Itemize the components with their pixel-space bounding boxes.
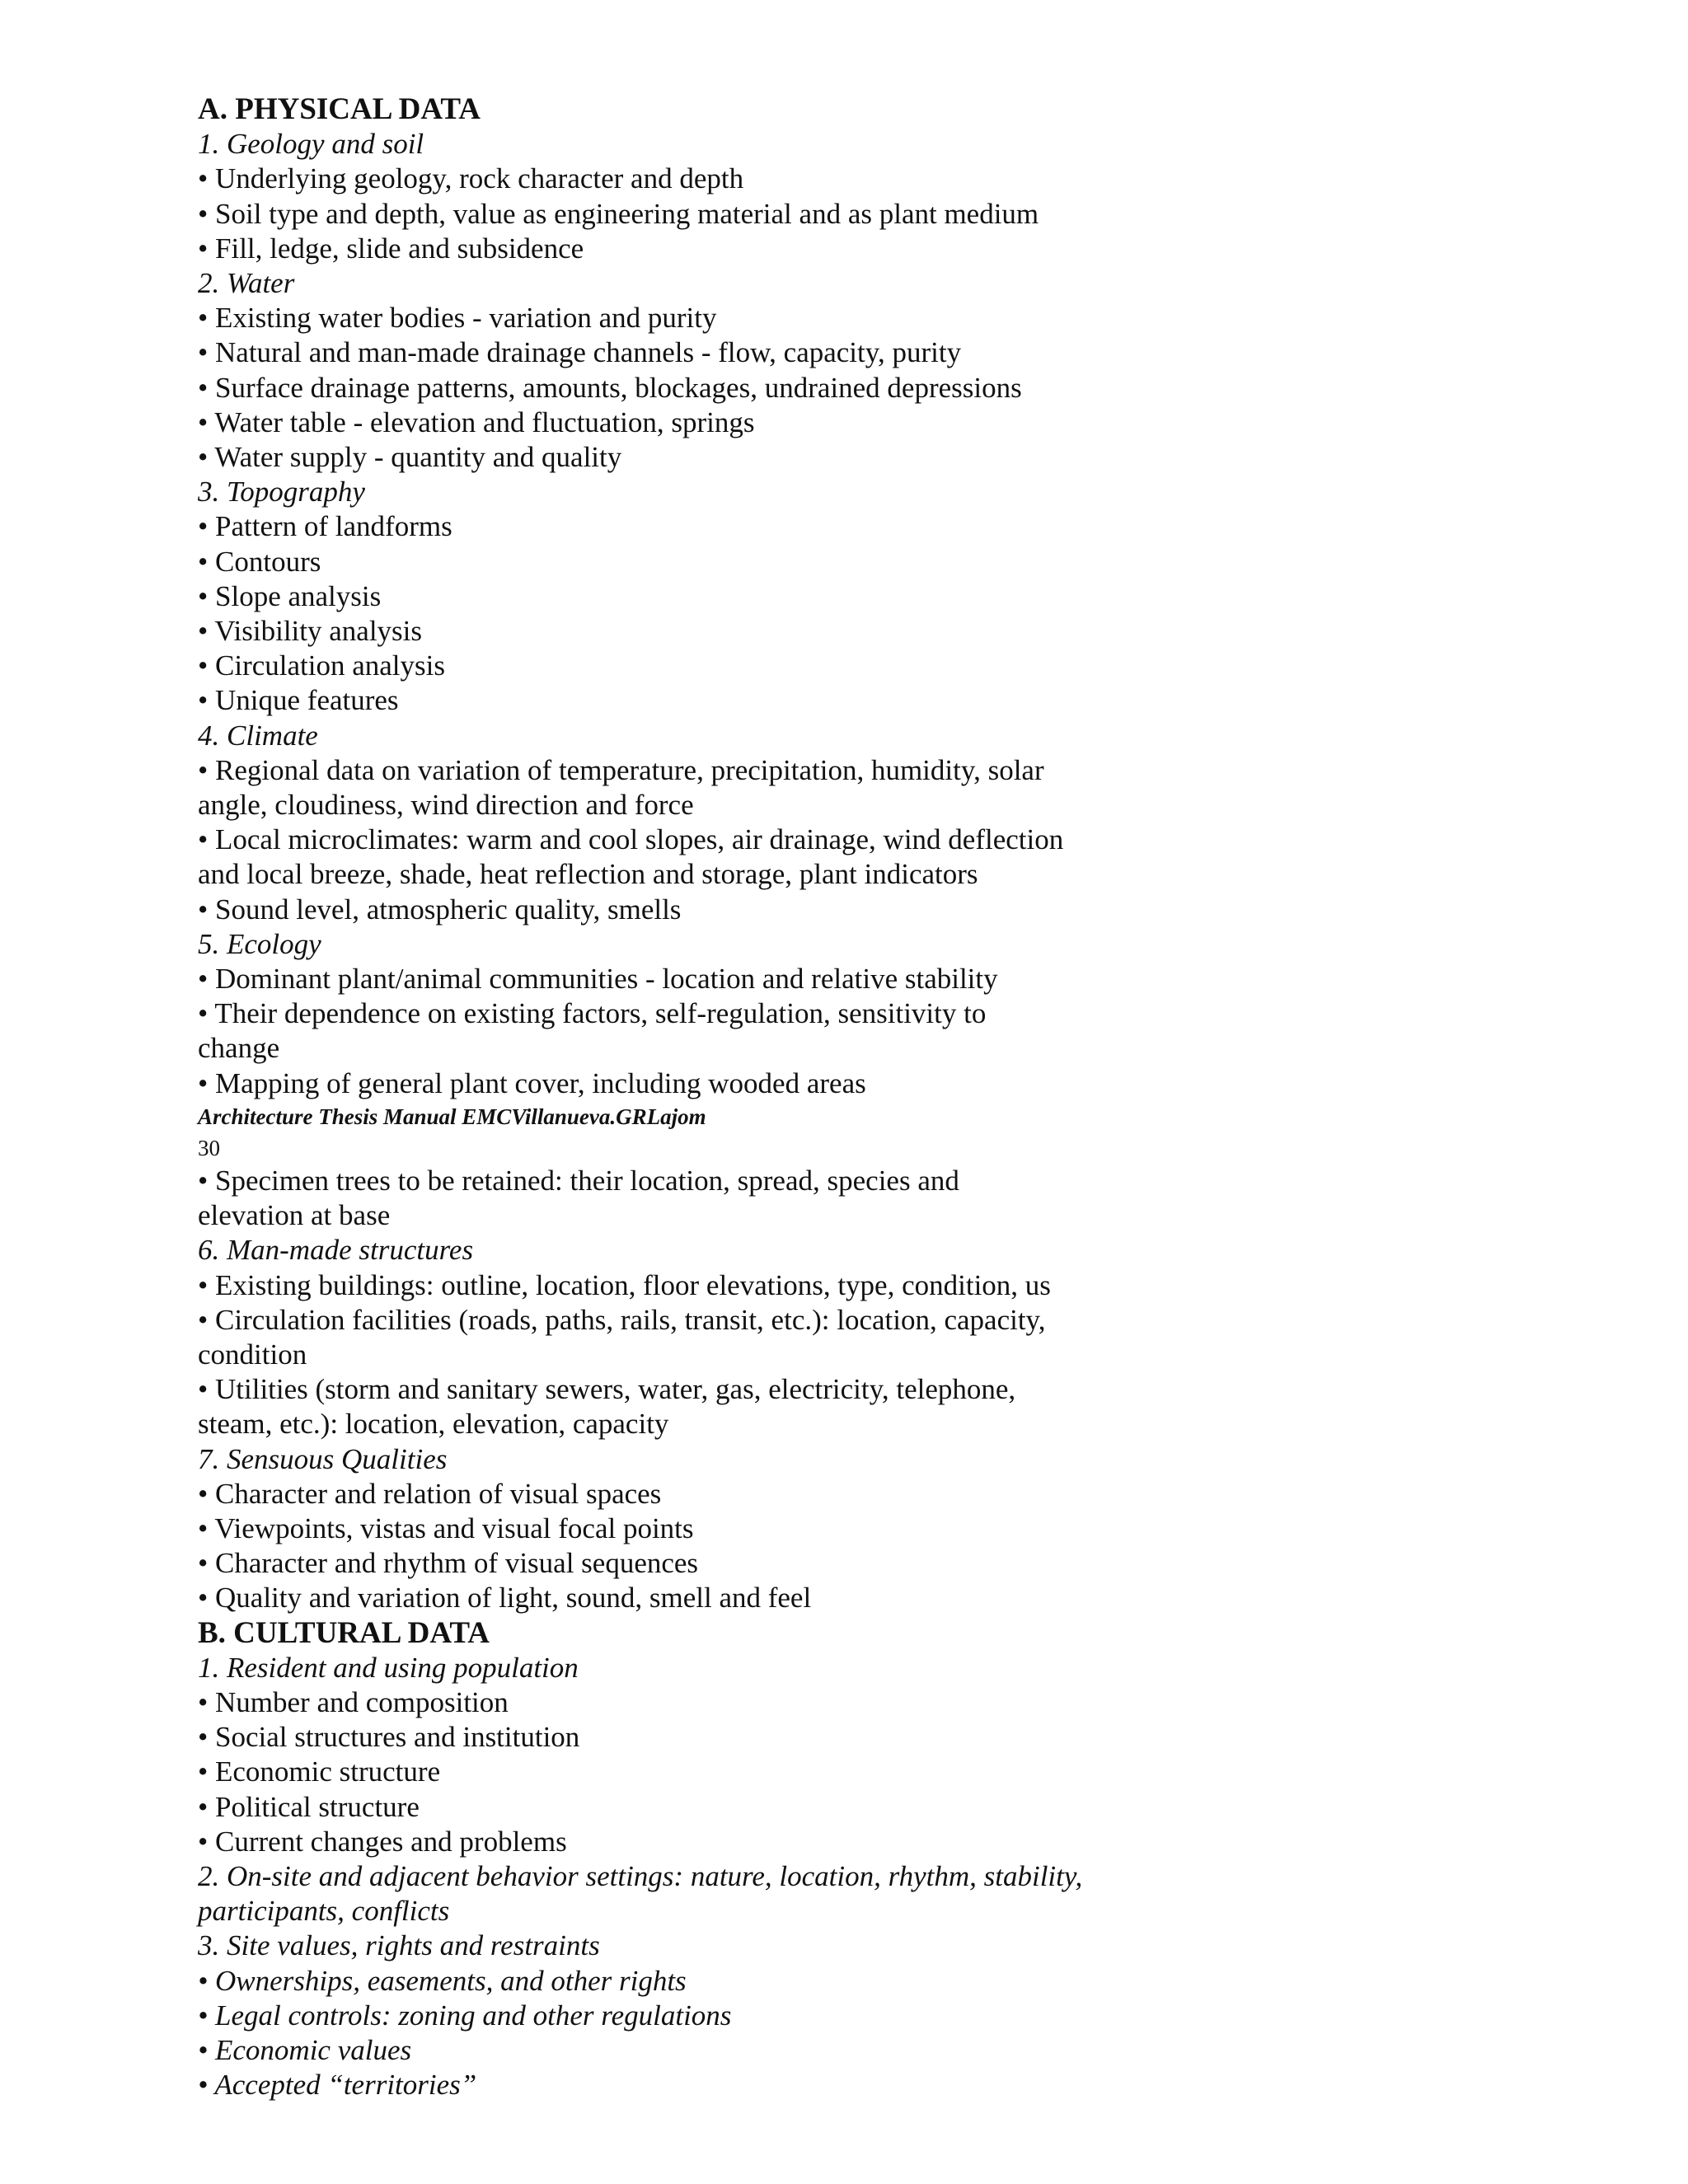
bullet-line: • Circulation facilities (roads, paths, rails, transit, etc.): location, capacity, (198, 1303, 1046, 1336)
bullet-line: • Current changes and problems (198, 1825, 567, 1858)
bullet-line: • Viewpoints, vistas and visual focal points (198, 1511, 694, 1544)
bullet-line: • Social structures and institution (198, 1721, 580, 1754)
bullet-line: • Fill, ledge, slide and subsidence (198, 232, 584, 265)
bullet-line: • Existing buildings: outline, location, floor elevations, type, condition, us (198, 1268, 1051, 1301)
bullet-line: • Surface drainage patterns, amounts, blockages, undrained depressions (198, 371, 1022, 404)
bullet-line: • Their dependence on existing factors, self-regulation, sensitivity to (198, 997, 987, 1030)
bullet-line: • Contours (198, 545, 321, 578)
subsection-heading: 1. Geology and soil (198, 128, 424, 161)
document-page (198, 92, 1599, 2102)
bullet-line: • Soil type and depth, value as engineering material and as plant medium (198, 197, 1039, 230)
subsection-heading: participants, conflicts (198, 1895, 450, 1928)
bullet-line: • Economic structure (198, 1755, 441, 1788)
bullet-line: • Character and rhythm of visual sequences (198, 1547, 699, 1580)
running-footer: Architecture Thesis Manual EMCVillanueva.GRLajom (198, 1104, 706, 1129)
bullet-line: • Existing water bodies - variation and purity (198, 302, 717, 335)
bullet-line: • Ownerships, easements, and other rights (198, 1964, 687, 1997)
bullet-line: • Political structure (198, 1790, 420, 1823)
bullet-line: • Water supply - quantity and quality (198, 441, 622, 474)
section-heading: A. PHYSICAL DATA (198, 92, 481, 126)
bullet-line: • Quality and variation of light, sound, smell and feel (198, 1582, 812, 1615)
bullet-line: • Dominant plant/animal communities - location and relative stability (198, 963, 998, 996)
bullet-line: • Natural and man-made drainage channels - flow, capacity, purity (198, 336, 962, 369)
subsection-heading: 5. Ecology (198, 927, 321, 960)
bullet-line: elevation at base (198, 1199, 391, 1232)
bullet-line: • Pattern of landforms (198, 510, 452, 543)
bullet-line: • Character and relation of visual spaces (198, 1477, 662, 1510)
page-number: 30 (198, 1135, 220, 1160)
bullet-line: • Number and composition (198, 1685, 509, 1718)
bullet-line: steam, etc.): location, elevation, capacity (198, 1408, 669, 1441)
bullet-line: • Accepted “territories” (198, 2069, 477, 2102)
bullet-line: condition (198, 1338, 307, 1371)
subsection-heading: 1. Resident and using population (198, 1651, 579, 1684)
subsection-heading: 6. Man-made structures (198, 1234, 474, 1267)
bullet-line: • Mapping of general plant cover, including wooded areas (198, 1066, 866, 1099)
bullet-line: • Underlying geology, rock character and depth (198, 162, 744, 195)
subsection-heading: 3. Topography (198, 476, 365, 509)
bullet-line: • Regional data on variation of temperature, precipitation, humidity, solar (198, 753, 1044, 786)
subsection-heading: 2. Water (198, 267, 295, 300)
section-heading: B. CULTURAL DATA (198, 1615, 490, 1650)
bullet-line: • Utilities (storm and sanitary sewers, water, gas, electricity, telephone, (198, 1373, 1016, 1406)
bullet-line: and local breeze, shade, heat reflection and storage, plant indicators (198, 858, 978, 891)
bullet-line: angle, cloudiness, wind direction and force (198, 789, 694, 822)
bullet-line: • Circulation analysis (198, 649, 445, 682)
bullet-line: change (198, 1032, 280, 1065)
bullet-line: • Local microclimates: warm and cool slopes, air drainage, wind deflection (198, 823, 1064, 856)
bullet-line: • Specimen trees to be retained: their location, spread, species and (198, 1164, 959, 1197)
bullet-line: • Economic values (198, 2033, 412, 2066)
subsection-heading: 3. Site values, rights and restraints (198, 1929, 600, 1962)
subsection-heading: 7. Sensuous Qualities (198, 1442, 448, 1475)
bullet-line: • Visibility analysis (198, 615, 423, 648)
bullet-line: • Slope analysis (198, 579, 382, 612)
bullet-line: • Unique features (198, 684, 399, 717)
bullet-line: • Water table - elevation and fluctuation, springs (198, 405, 755, 438)
subsection-heading: 2. On-site and adjacent behavior settings: nature, location, rhythm, stability, (198, 1859, 1083, 1892)
bullet-line: • Sound level, atmospheric quality, smells (198, 893, 682, 926)
bullet-line: • Legal controls: zoning and other regulations (198, 1999, 732, 2032)
subsection-heading: 4. Climate (198, 719, 318, 752)
